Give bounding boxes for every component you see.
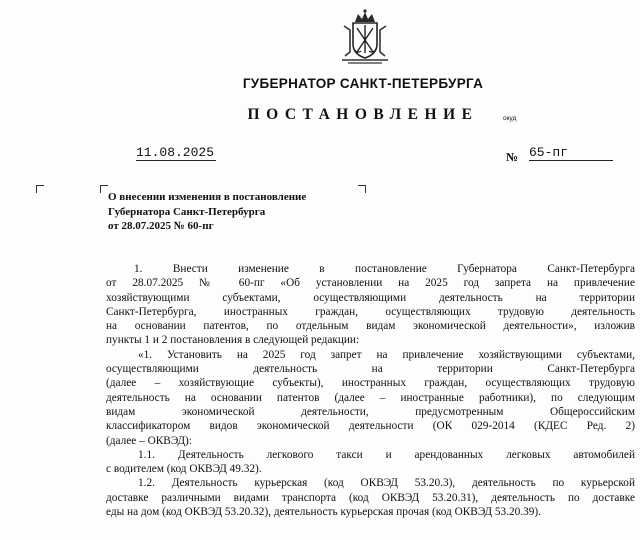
subject-corner-mark xyxy=(358,185,366,193)
body-line: 1.1. Деятельность легкового такси и арендованных легковых автомобилей xyxy=(138,448,635,461)
body-line: видам экономической деятельности, предусмотренным Общероссийским xyxy=(106,405,635,418)
body-line: классификатором видов экономической деятельности (ОК 029-2014 (КДЕС Ред. 2) xyxy=(106,420,635,433)
body-line: еды на дом (код ОКВЭД 53.20.32), деятельность курьерская прочая (код ОКВЭД 53.20.39). xyxy=(106,506,541,519)
body-line: Санкт-Петербурга, иностранных граждан, осуществляющих трудовую деятельность xyxy=(106,305,635,318)
document-type: ПОСТАНОВЛЕНИЕ xyxy=(247,106,479,123)
saint-petersburg-coat-of-arms-icon xyxy=(336,8,394,66)
body-line: 1. Внести изменение в постановление Губернатора Санкт-Петербурга xyxy=(134,263,635,275)
body-line: хозяйствующими субъектами, осуществляющими деятельность на территории xyxy=(106,291,635,304)
body-line: 1.2. Деятельность курьерская (код ОКВЭД 53.20.3), деятельность по курьерской xyxy=(138,477,635,490)
subject-corner-mark xyxy=(36,185,44,193)
body-line: с водителем (код ОКВЭД 49.32). xyxy=(106,463,262,476)
document-number: 65-пг xyxy=(529,146,613,161)
governor-title: ГУБЕРНАТОР САНКТ-ПЕТЕРБУРГА xyxy=(242,76,484,91)
body-line: доставке различными видами транспорта (код ОКВЭД 53.20.31), деятельность по доставке xyxy=(106,491,635,504)
document-body-main xyxy=(106,276,635,519)
document-subject xyxy=(108,190,306,234)
subject-line: Губернатора Санкт-Петербурга xyxy=(108,205,266,218)
body-line: на основании патентов, по отдельным видам экономической деятельности», изложив xyxy=(106,320,635,333)
subject-line: от 28.07.2025 № 60-пг xyxy=(108,220,214,232)
body-line: пункты 1 и 2 постановления в следующей редакции: xyxy=(106,334,360,347)
subject-line: О внесении изменения в постановление xyxy=(108,191,307,203)
body-line: «1. Установить на 2025 год запрет на привлечение хозяйствующими субъектами, xyxy=(138,348,635,361)
body-line: (далее – хозяйствующие субъекты), иностранных граждан, осуществляющих трудовую xyxy=(106,377,635,390)
body-line: от 28.07.2025 № 60-пг «Об установлении на 2025 год запрета на привлечение xyxy=(106,277,635,290)
number-sign: № xyxy=(506,150,519,164)
body-line: (далее – ОКВЭД): xyxy=(106,434,192,447)
subject-corner-mark xyxy=(100,185,108,193)
document-body xyxy=(106,262,635,276)
body-line: осуществляющими деятельность на территории Санкт-Петербурга xyxy=(106,363,635,376)
okud-label: окуд xyxy=(503,115,517,122)
document-date: 11.08.2025 xyxy=(136,145,215,160)
body-line: деятельность на основании патентов (далее – иностранные работники), по следующим xyxy=(106,391,635,404)
